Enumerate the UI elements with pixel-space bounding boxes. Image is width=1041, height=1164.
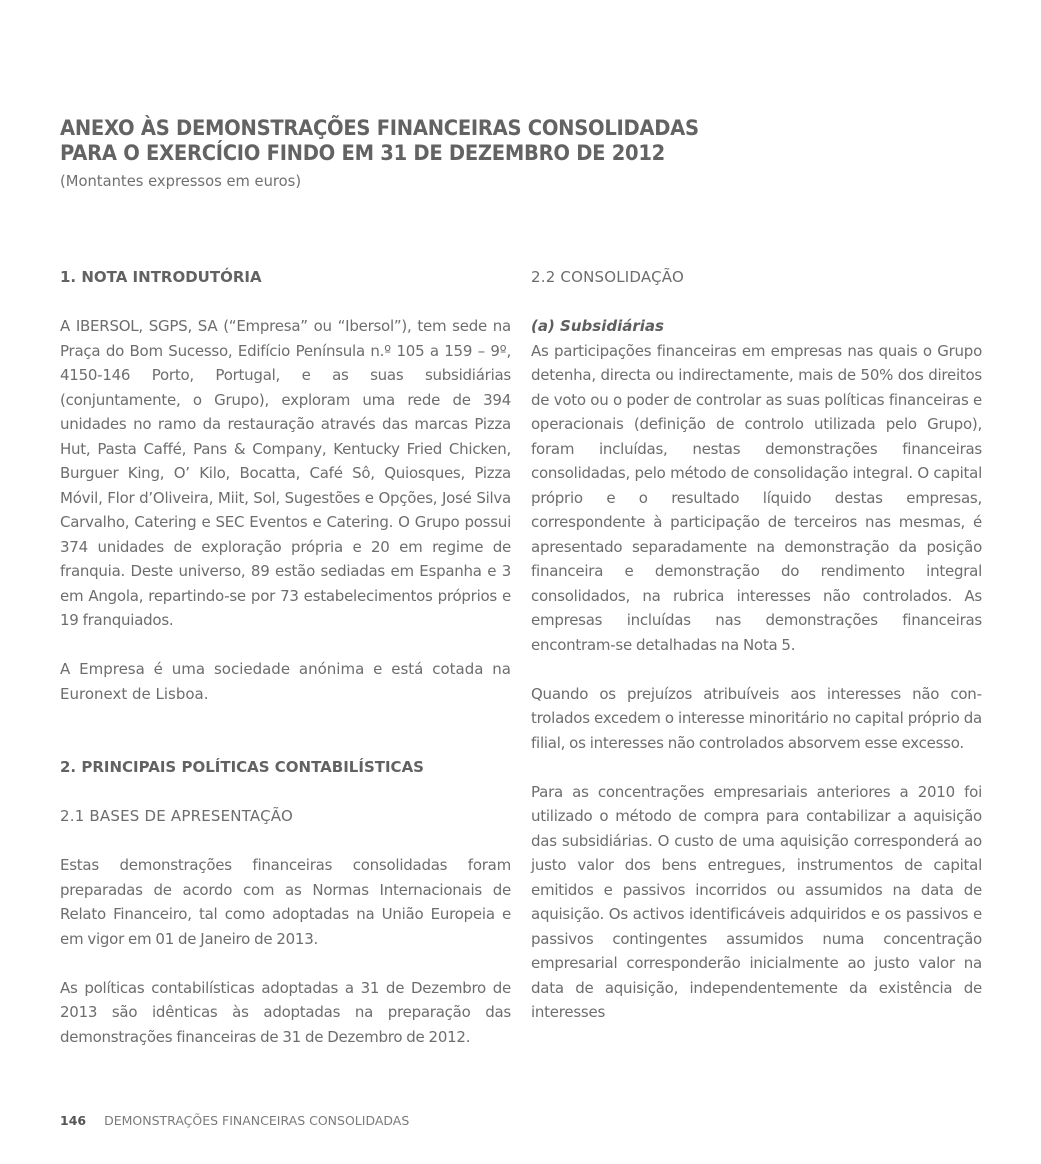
section-2-2-heading: 2.2 CONSOLIDAÇÃO [531, 268, 684, 286]
document-title-line-2: PARA O EXERCÍCIO FINDO EM 31 DE DEZEMBRO DE 2012 [60, 141, 665, 165]
section-2-2-paragraph-1: As participações financeiras em empresas nas quais o Grupo detenha, directa ou indirectamente, mais de 50% dos direitos de voto ou o poder de controlar as suas políticas financeiras e operacionais (definição de controlo utilizada pelo Grupo), foram incluídas, nestas demonstrações financeiras consolidadas, pelo método de consolidação integral. O capital próprio e o resultado líquido destas empresas, correspondente à participação de terceiros nas mesmas, é apresentado separadamente na demonstração da posição financeira e demonstração do rendimento integral consolidados, na rubrica interesses não controlados. As empresas incluídas nas demonstrações financeiras encontram-se detalhadas na Nota 5. [531, 341, 982, 654]
section-2-2-paragraph-2: Quando os prejuízos atribuíveis aos interesses não controlados excedem o interesse minoritário no capital próprio da filial, os interesses não controlados absorvem esse excesso. [531, 684, 982, 752]
page-footer [60, 1112, 409, 1130]
subsidiarias-heading: (a) Subsidiárias [531, 317, 664, 335]
document-title-line-1: ANEXO ÀS DEMONSTRAÇÕES FINANCEIRAS CONSOLIDADAS [60, 116, 699, 140]
section-1-paragraph-1: A IBERSOL, SGPS, SA (“Empresa” ou “Ibersol”), tem sede na Praça do Bom Sucesso, Edifício Península n.º 105 a 159 – 9º, 4150-146 Porto, Portugal, e as suas subsidiárias (conjuntamente, o Grupo), exploram uma rede de 394 unidades no ramo da restauração através das marcas Pizza Hut, Pasta Caffé, Pans & Company, Kentucky Fried Chicken, Burguer King, O’ Kilo, Bocatta, Café Sô, Quiosques, Pizza Móvil, Flor d’Oliveira, Miit, Sol, Sugestões e Opções, José Silva Carvalho, Catering e SEC Eventos e Catering. O Grupo possui 374 unidades de exploração própria e 20 em regime de franquia. Deste universo, 89 estão sediadas em Espanha e 3 em Angola, repartindo-se por 73 estabelecimentos próprios e 19 franquiados. [60, 317, 511, 629]
section-1-paragraph-2: A Empresa é uma sociedade anónima e está cotada na Euronext de Lisboa. [60, 660, 511, 703]
section-2-1-paragraph-1: Estas demonstrações financeiras consolidadas foram preparadas de acordo com as Normas Internacionais de Relato Financeiro, tal como adoptadas na União Europeia e em vigor em 01 de Janeiro de 2013. [60, 856, 511, 948]
left-column [60, 265, 511, 1049]
right-column [531, 265, 982, 1025]
footer-section-label: DEMONSTRAÇÕES FINANCEIRAS CONSOLIDADAS [104, 1113, 410, 1128]
section-2-1-heading: 2.1 BASES DE APRESENTAÇÃO [60, 807, 293, 825]
document-subtitle: (Montantes expressos em euros) [60, 172, 302, 190]
page-number: 146 [60, 1113, 87, 1128]
section-2-1-paragraph-2: As políticas contabilísticas adoptadas a 31 de Dezembro de 2013 são idênticas às adoptadas na preparação das demonstrações financeiras de 31 de Dezembro de 2012. [60, 978, 511, 1046]
section-1-heading: 1. NOTA INTRODUTÓRIA [60, 268, 262, 286]
section-2-heading: 2. PRINCIPAIS POLÍTICAS CONTABILÍSTICAS [60, 758, 424, 776]
document-header [60, 116, 960, 193]
section-2-2-paragraph-3: Para as concentrações empresariais anteriores a 2010 foi utilizado o método de compra para contabilizar a aquisição das subsidiárias. O custo de uma aquisição corresponderá ao justo valor dos bens entregues, instrumentos de capital emitidos e passivos incorridos ou assumidos na data de aquisição. Os activos identificáveis adquiridos e os passivos e passivos contingentes assumidos numa concentração empresarial corresponderão inicialmente ao justo valor na data de aquisição, independentemente da existência de interesses [531, 782, 982, 1021]
